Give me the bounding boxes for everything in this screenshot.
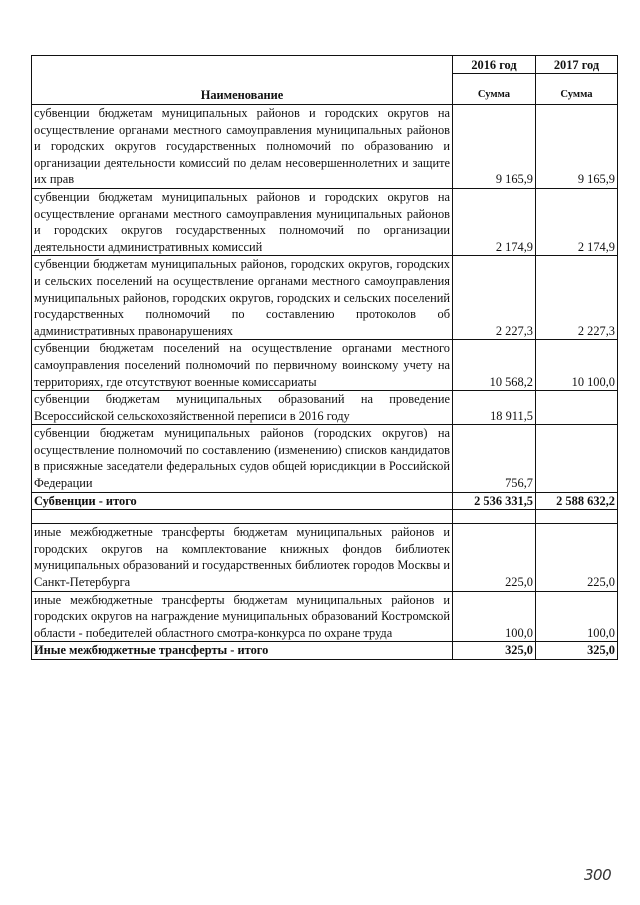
row-value-2017 [536,425,618,492]
header-sum-2016: Сумма [453,74,536,105]
row-value-2017: 9 165,9 [536,105,618,189]
total-value-2016: 325,0 [453,642,536,660]
total-name: Иные межбюджетные трансферты - итого [32,642,453,660]
row-value-2017: 10 100,0 [536,340,618,391]
row-value-2016: 10 568,2 [453,340,536,391]
total-name: Субвенции - итого [32,492,453,510]
table-row [32,188,618,255]
row-value-2017: 225,0 [536,524,618,591]
header-sum-2017: Сумма [536,74,618,105]
row-value-2017: 2 174,9 [536,188,618,255]
total-row-other-transfers [32,642,618,660]
row-name: субвенции бюджетам муниципальных районов, городских округов, городских и сельских поселений на осуществление органами местного самоуправления муниципальных районов, городских округов, городских и сельских поселений государственных полномочий по составлению протоколов об административных правонарушениях [32,256,453,340]
row-value-2016: 225,0 [453,524,536,591]
row-name: иные межбюджетные трансферты бюджетам муниципальных районов и городских округов на комплектование книжных фондов библиотек муниципальных образований и государственных библиотек городов Москвы и Санкт-Петербурга [32,524,453,591]
table-row [32,425,618,492]
row-name: субвенции бюджетам муниципальных районов и городских округов на осуществление органами местного самоуправления муниципальных районов и городских округов государственных полномочий по образованию и организации деятельности комиссий по делам несовершеннолетних и защите их прав [32,105,453,189]
table-row [32,524,618,591]
row-value-2016: 18 911,5 [453,391,536,425]
row-name: иные межбюджетные трансферты бюджетам муниципальных районов и городских округов на награждение муниципальных образований Костромской области - победителей областного смотра-конкурса по охране труда [32,591,453,642]
row-name: субвенции бюджетам муниципальных районов и городских округов на осуществление органами местного самоуправления муниципальных районов и городских округов государственных полномочий по организации деятельности административных комиссий [32,188,453,255]
row-value-2016: 2 227,3 [453,256,536,340]
header-name: Наименование [32,56,453,105]
row-value-2017: 2 227,3 [536,256,618,340]
row-value-2017 [536,391,618,425]
row-name: субвенции бюджетам поселений на осуществление органами местного самоуправления поселений полномочий по первичному воинскому учету на территориях, где отсутствуют военные комиссариаты [32,340,453,391]
row-value-2017: 100,0 [536,591,618,642]
row-value-2016: 9 165,9 [453,105,536,189]
total-value-2017: 2 588 632,2 [536,492,618,510]
row-value-2016: 2 174,9 [453,188,536,255]
total-value-2016: 2 536 331,5 [453,492,536,510]
table-row [32,340,618,391]
table-row [32,391,618,425]
table-row [32,256,618,340]
table-row [32,591,618,642]
row-value-2016: 100,0 [453,591,536,642]
spacer-row [32,510,618,524]
row-name: субвенции бюджетам муниципальных образований на проведение Всероссийской сельскохозяйственной переписи в 2016 году [32,391,453,425]
row-name: субвенции бюджетам муниципальных районов (городских округов) на осуществление полномочий по составлению (изменению) списков кандидатов в присяжные заседатели федеральных судов общей юрисдикции в Российской Федерации [32,425,453,492]
budget-table [31,55,618,660]
header-year-2016: 2016 год [453,56,536,74]
header-year-2017: 2017 год [536,56,618,74]
row-value-2016: 756,7 [453,425,536,492]
total-value-2017: 325,0 [536,642,618,660]
page-number: 300 [584,866,612,884]
table-row [32,105,618,189]
total-row-subventions [32,492,618,510]
